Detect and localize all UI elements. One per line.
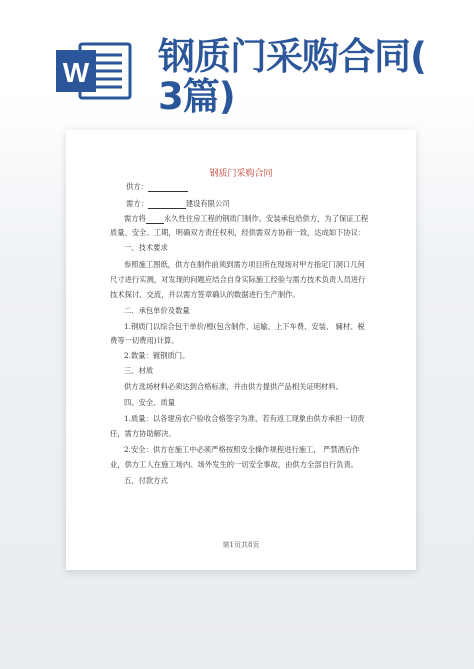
section-2-text-3: 2.数量：镀钢质门。 xyxy=(124,351,190,360)
section-5-heading: 五、付款方式 xyxy=(124,476,168,485)
word-icon-letter: W xyxy=(62,57,90,88)
section-1-text-1: 参照施工图纸，供方在制作前须到需方项目所在现场对甲方指定门洞口几何 xyxy=(124,260,365,269)
buyer-label: 需方： xyxy=(126,199,148,208)
header xyxy=(0,0,474,120)
section-4-text-4: 业，供方工人在施工场内、场外发生的一切安全事故，由供方全部自行负责。 xyxy=(110,460,359,469)
project-blank xyxy=(146,215,164,224)
section-3-heading: 三、材质 xyxy=(124,366,154,375)
supplier-blank xyxy=(148,183,188,192)
document-title: 钢质门采购合同 xyxy=(209,169,273,179)
intro-text-a: 需方将 xyxy=(124,214,146,223)
buyer-blank xyxy=(148,200,186,209)
supplier-line xyxy=(126,182,188,192)
buyer-line xyxy=(126,199,230,209)
document-page xyxy=(66,130,416,570)
section-2-text-1: 1.钢质门以综合包干单价/樘(包含制作、运输、上下车费、安装、 辅材、税 xyxy=(124,322,365,331)
intro-text-b: 永久性住房工程的钢质门制作、安装承包给供方，为了保证工程 xyxy=(163,214,369,223)
section-3-text-1: 供方选场材料必须达到合格标准，并由供方提供产品相关证明材料。 xyxy=(124,382,343,391)
section-4-text-3: 2.安全：供方在施工中必须严格按照安全操作规程进行施工， 严禁酒后作 xyxy=(124,445,360,454)
section-2-text-2: 费等一切费用)计算。 xyxy=(110,336,179,345)
buyer-suffix: 建设有限公司 xyxy=(185,199,230,208)
section-2-heading: 二、承包单价及数量 xyxy=(124,306,190,315)
page-title-continued: 3篇) xyxy=(158,75,235,118)
page-number: 第1页共8页 xyxy=(222,541,260,549)
section-4-text-2: 任，需方协助解决。 xyxy=(110,429,176,438)
section-4-text-1: 1.质量：以各建房农户验收合格签字为准，若有返工现象由供方承担一切责 xyxy=(124,414,365,423)
section-1-text-3: 技术探讨、交流，并以需方签章确认的数据进行生产制作。 xyxy=(110,290,300,299)
section-1-heading: 一、技术要求 xyxy=(124,243,168,252)
section-1-text-2: 尺寸进行实测，对发现的问题应结合自身实际施工经验与需方技术负责人员进行 xyxy=(110,275,366,284)
word-document-icon xyxy=(54,40,134,102)
intro-line-2: 质量、安全、工期，明确双方责任权利，经供需双方协商一致，达成如下协议： xyxy=(110,228,366,237)
section-4-heading: 四、安全、质量 xyxy=(124,398,176,407)
intro-line-1 xyxy=(124,214,368,224)
supplier-label: 供方： xyxy=(126,182,148,191)
page-title: 钢质门采购合同( xyxy=(158,35,426,78)
